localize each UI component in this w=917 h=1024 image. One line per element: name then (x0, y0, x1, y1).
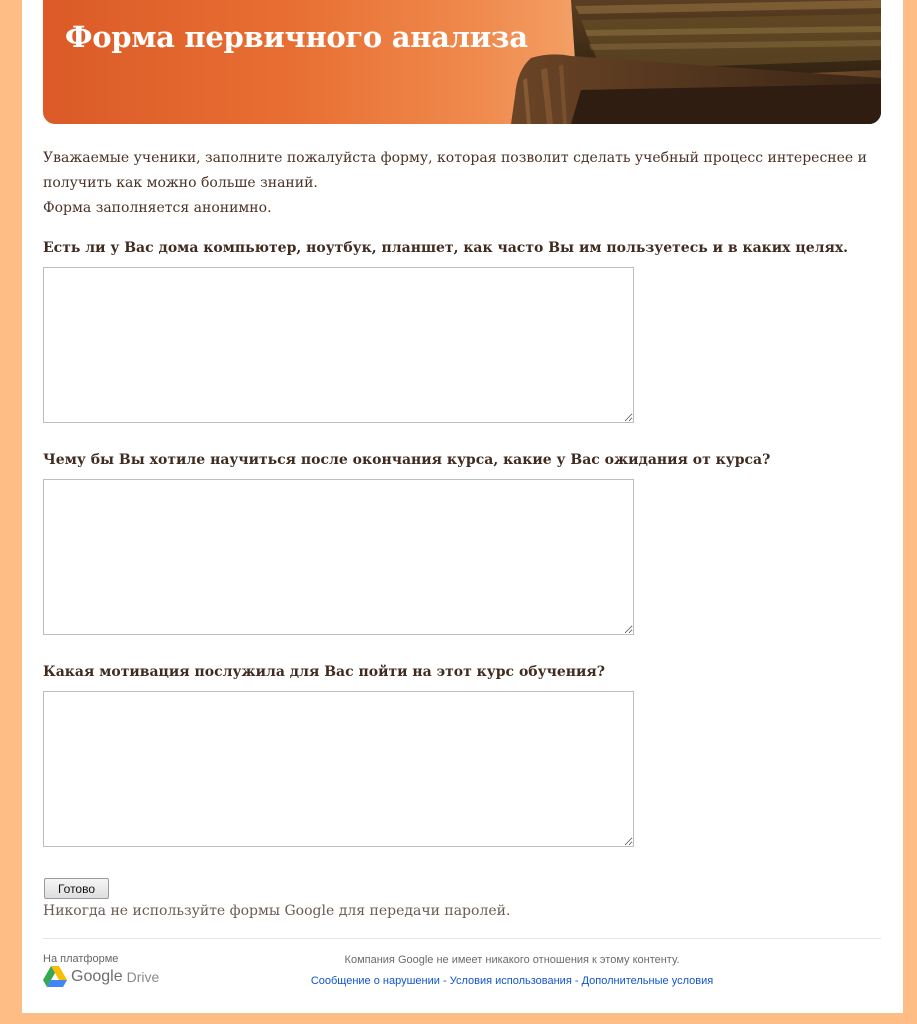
password-warning: Никогда не используйте формы Google для передачи паролей. (43, 903, 511, 919)
question-3-label: Какая мотивация послужила для Вас пойти на этот курс обучения? (43, 664, 605, 680)
page-title: Форма первичного анализа (65, 20, 528, 54)
footer-separator: - (439, 975, 450, 987)
footer-separator: - (571, 975, 582, 987)
question-2-answer[interactable] (43, 479, 634, 635)
form-header (43, 0, 881, 124)
books-image (511, 0, 881, 124)
brand-drive: Drive (126, 968, 160, 985)
terms-of-service-link[interactable]: Условия использования (449, 975, 572, 987)
footer-disclaimer: Компания Google не имеет никакого отношения к этому контенту. (344, 954, 680, 966)
submit-button[interactable]: Готово (44, 878, 109, 899)
question-1-label: Есть ли у Вас дома компьютер, ноутбук, планшет, как часто Вы им пользуетесь и в каких целях. (43, 240, 849, 256)
google-drive-icon (43, 966, 67, 987)
additional-terms-link[interactable]: Дополнительные условия (581, 975, 714, 987)
google-drive-logo[interactable] (43, 966, 159, 987)
question-3-answer[interactable] (43, 691, 634, 847)
description-text: Уважаемые ученики, заполните пожалуйста форму, которая позволит сделать учебный процесс интереснее и получить как можно больше знаний. (43, 150, 867, 191)
report-abuse-link[interactable]: Сообщение о нарушении (310, 975, 440, 987)
form-page (22, 0, 903, 1013)
question-1-answer[interactable] (43, 267, 634, 423)
anonymous-note: Форма заполняется анонимно. (43, 200, 272, 216)
brand-google: Google (71, 967, 123, 985)
powered-by-label: На платформе (43, 953, 119, 965)
question-2-label: Чему бы Вы хотиле научиться после окончания курса, какие у Вас ожидания от курса? (43, 452, 771, 468)
footer-links (262, 975, 762, 987)
footer-divider (43, 938, 881, 939)
form-description (43, 146, 881, 221)
